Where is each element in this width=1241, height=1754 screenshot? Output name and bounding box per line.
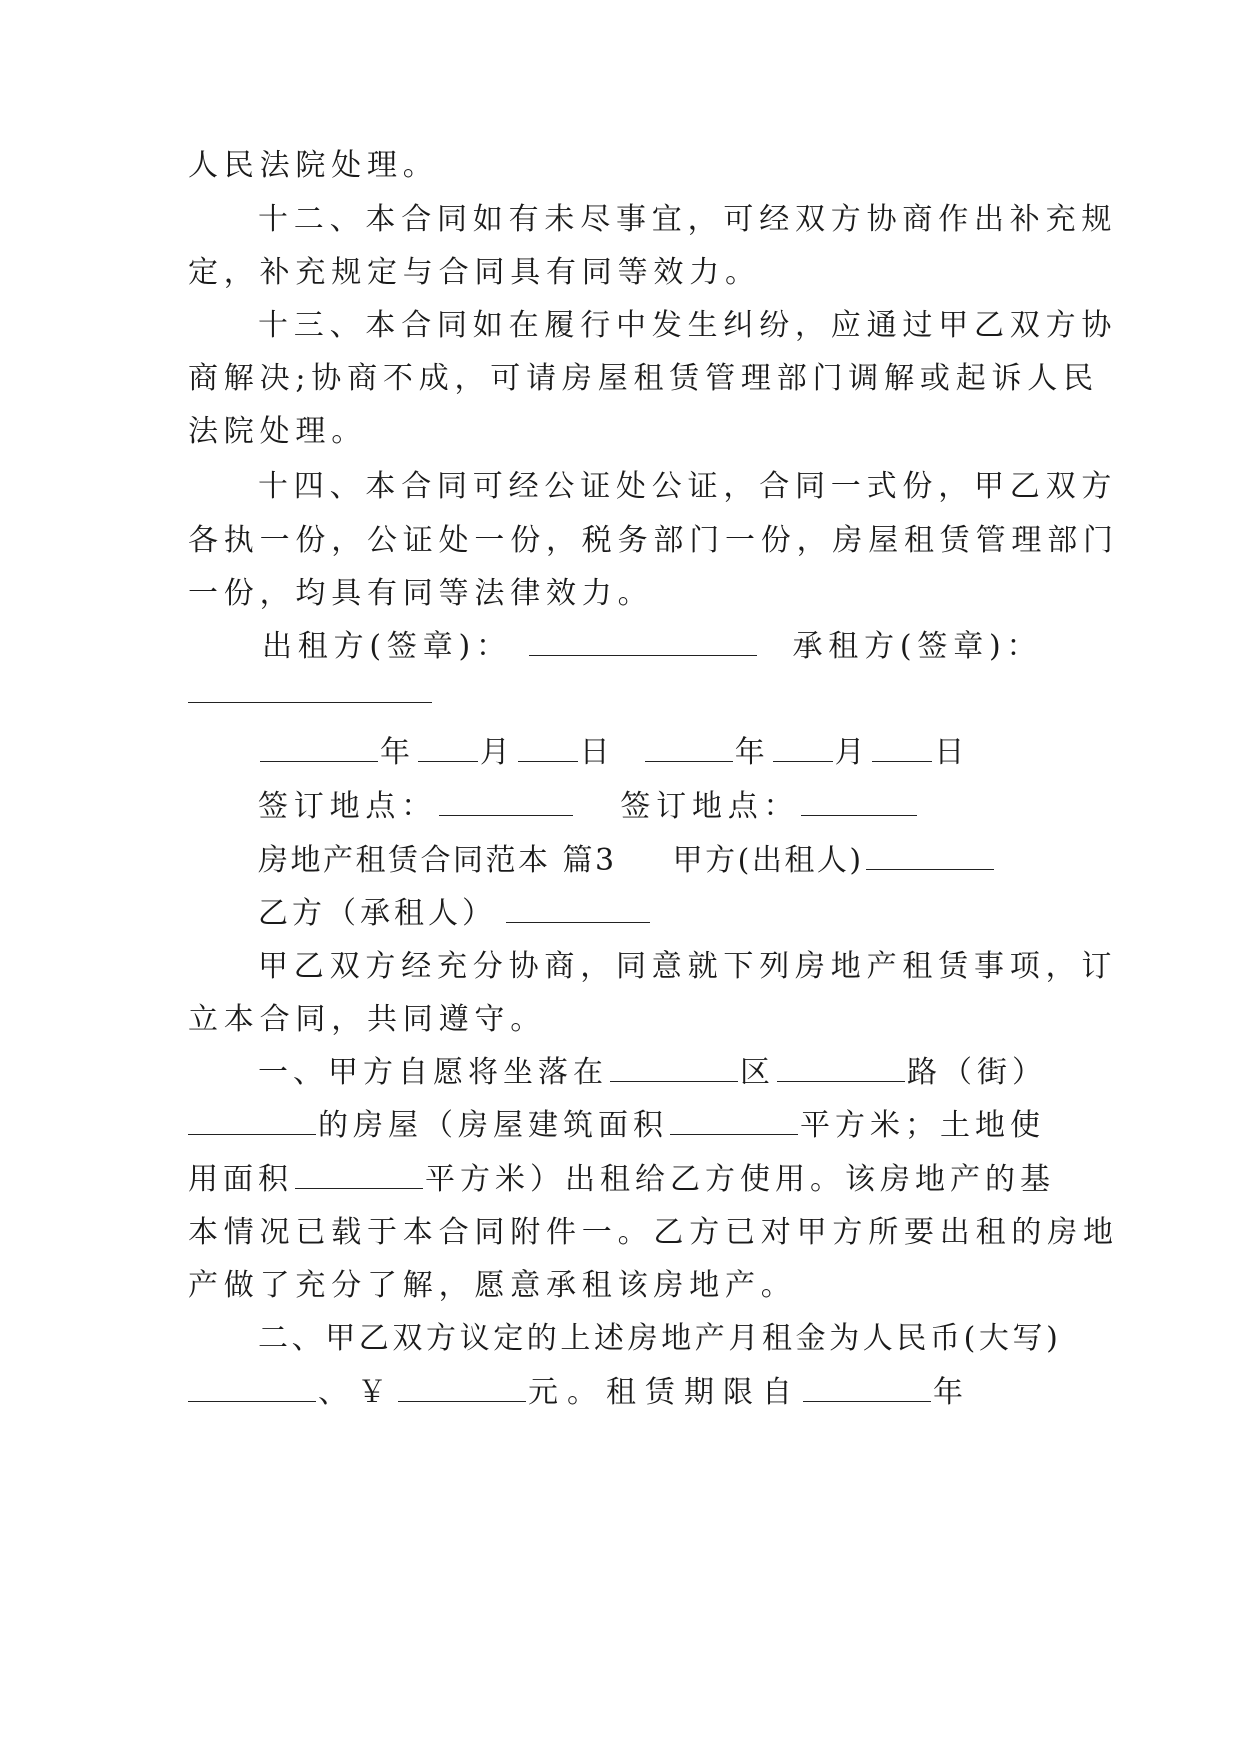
text-segment: 、￥	[318, 1375, 396, 1410]
year-label: 年	[734, 735, 771, 770]
text-segment: 年	[933, 1375, 972, 1410]
text-line	[188, 1160, 1055, 1200]
signature-row	[262, 627, 1059, 667]
text-line: 十四、本合同可经公证处公证，合同一式份，甲乙双方	[258, 469, 1118, 504]
district-blank[interactable]	[610, 1055, 738, 1082]
sign-place-label: 签订地点：	[258, 789, 437, 824]
section-title: 房地产租赁合同范本 篇3	[258, 843, 617, 878]
sign-place-blank-1[interactable]	[439, 789, 573, 816]
month-label: 月	[834, 735, 871, 770]
building-area-blank[interactable]	[670, 1108, 798, 1135]
sign-place-row	[258, 787, 1055, 827]
text-line: 法院处理。	[188, 414, 367, 449]
land-area-blank[interactable]	[295, 1162, 423, 1189]
month-blank-1[interactable]	[418, 735, 478, 762]
text-line	[258, 1053, 1055, 1093]
text-segment: 元。租赁期限自	[528, 1375, 801, 1410]
text-line: 产做了充分了解，愿意承租该房地产。	[188, 1268, 797, 1303]
text-line	[188, 1106, 1055, 1146]
text-segment: 的房屋（房屋建筑面积	[318, 1108, 668, 1143]
text-line: 人民法院处理。	[188, 148, 439, 183]
text-line: 立本合同，共同遵守。	[188, 1002, 546, 1037]
address-blank[interactable]	[188, 1108, 316, 1135]
text-line: 各执一份，公证处一份，税务部门一份，房屋租赁管理部门	[188, 523, 1119, 558]
party-a-blank[interactable]	[866, 843, 994, 870]
party-b-blank[interactable]	[506, 896, 650, 923]
party-b-row	[258, 894, 1055, 934]
sign-place-blank-2[interactable]	[801, 789, 917, 816]
lessee-signature-blank[interactable]	[188, 674, 432, 703]
lessor-signature-label: 出租方(签章)：	[262, 629, 512, 664]
text-segment: 路（街）	[907, 1055, 1047, 1090]
year-blank-1[interactable]	[260, 735, 378, 762]
party-b-label: 乙方（承租人）	[258, 896, 496, 931]
day-label: 日	[934, 735, 971, 770]
month-label: 月	[479, 735, 516, 770]
text-segment: 一、甲方自愿将坐落在	[258, 1055, 608, 1090]
text-line	[188, 1373, 1055, 1413]
day-blank-1[interactable]	[518, 735, 578, 762]
day-blank-2[interactable]	[872, 735, 932, 762]
section-heading-row	[258, 841, 1055, 881]
date-row	[258, 733, 1055, 773]
lessor-signature-blank[interactable]	[529, 629, 757, 656]
text-line: 二、甲乙双方议定的上述房地产月租金为人民币(大写)	[258, 1321, 1062, 1356]
lease-start-year-blank[interactable]	[803, 1375, 931, 1402]
road-blank[interactable]	[777, 1055, 905, 1082]
text-segment: 区	[740, 1055, 775, 1090]
party-a-label: 甲方(出租人)	[672, 843, 864, 878]
lessee-signature-label: 承租方(签章)：	[792, 629, 1043, 664]
text-line: 商解决;协商不成，可请房屋租赁管理部门调解或起诉人民	[188, 361, 1099, 396]
text-line: 十三、本合同如在履行中发生纠纷，应通过甲乙双方协	[258, 308, 1118, 343]
text-line: 本情况已载于本合同附件一。乙方已对甲方所要出租的房地	[188, 1215, 1119, 1250]
day-label: 日	[579, 735, 616, 770]
rent-uppercase-blank[interactable]	[188, 1375, 316, 1402]
month-blank-2[interactable]	[773, 735, 833, 762]
text-line: 甲乙双方经充分协商，同意就下列房地产租赁事项，订	[258, 949, 1118, 984]
text-segment: 平方米；土地使	[800, 1108, 1045, 1143]
year-blank-2[interactable]	[645, 735, 733, 762]
text-line: 定，补充规定与合同具有同等效力。	[188, 255, 761, 290]
year-label: 年	[380, 735, 416, 770]
sign-place-label: 签订地点：	[620, 789, 800, 824]
rent-amount-blank[interactable]	[398, 1375, 526, 1402]
text-line: 一份，均具有同等法律效力。	[188, 576, 654, 611]
text-segment: 平方米）出租给乙方使用。该房地产的基	[425, 1162, 1055, 1197]
text-line: 十二、本合同如有未尽事宜，可经双方协商作出补充规	[258, 202, 1118, 237]
text-segment: 用面积	[188, 1162, 293, 1197]
